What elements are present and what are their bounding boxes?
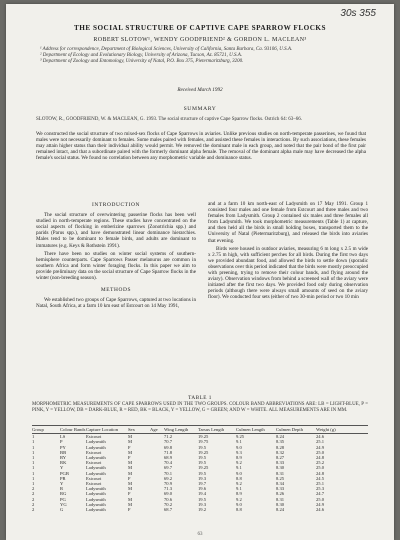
table-cell: 25.1 [316,481,325,487]
table-cell: 2 [32,501,35,507]
table-cell: M [128,481,133,487]
table-cell: 70.7 [164,439,173,445]
table-cell: Estcourt [86,434,102,440]
right-column [208,201,368,303]
table-cell: 8.27 [276,455,285,461]
table-cell: 69.0 [164,491,173,497]
table-cell: 24.5 [316,475,325,481]
table-cell: 70.4 [164,460,173,466]
table-cell: M [128,460,133,466]
table-cell: 24.6 [316,434,325,440]
table-cell: 8.24 [276,507,285,513]
table-cell: 19.5 [198,460,207,466]
table-cell: F [128,455,131,461]
affiliations [40,47,362,66]
affiliation-2: ² Department of Ecology and Evolutionary Biology, University of Arizona, Tucson, Az. 85721, U.S.A. [40,53,242,59]
table-cell: RY [60,455,67,461]
introduction-heading: INTRODUCTION [92,202,140,208]
table-cell: 2 [32,507,35,513]
table-cell: 24.8 [316,470,325,476]
table-cell: Estcourt [86,460,102,466]
table-cell: 24.6 [316,507,325,513]
table-header-cell: Capture Location [86,427,119,432]
table-cell: 68.9 [164,455,173,461]
table-cell: F [128,491,131,497]
table-cell: 1 [32,465,35,471]
document-page [6,4,394,540]
table-cell: 9.0 [236,470,242,476]
table-cell: 19.5 [198,444,207,450]
table-cell: 25.0 [316,449,325,455]
table-cell: Ladysmith [86,486,106,492]
table-cell: 24.7 [316,491,325,497]
table-cell: Estcourt [86,481,102,487]
table-cell: PG [60,496,66,502]
table-cell: 1 [32,439,35,445]
table-header-row [32,426,368,433]
table-cell: 1 [32,444,35,450]
table-cell: 70.1 [164,470,173,476]
table-cell: 70.6 [164,496,173,502]
table-cell: 8.8 [236,475,242,481]
table-cell: 9.2 [236,496,242,502]
table-cell: PR [60,475,66,481]
table-header-cell: Culmen Depth [276,427,303,432]
table-cell: 9.1 [236,439,242,445]
table-cell: 8.30 [276,465,285,471]
table-cell: F [128,507,131,513]
table-cell: Y [60,481,64,487]
table-cell: Ladysmith [86,501,106,507]
table-cell: 19.75 [198,439,209,445]
table-cell: 1 [32,470,35,476]
table-cell: 25.1 [316,439,325,445]
received-date: Received March 1992 [177,87,223,93]
table-header-cell: Wing Length [164,427,189,432]
table-cell: M [128,486,133,492]
table-cell: M [128,439,133,445]
table-cell: 9.0 [236,501,242,507]
table-cell: Y [60,465,64,471]
table-cell: Ladysmith [86,491,106,497]
table-cell: 9.0 [236,444,242,450]
table-cell: M [128,496,133,502]
article-title: THE SOCIAL STRUCTURE OF CAPTIVE CAPE SPARROW FLOCKS [73,24,326,32]
table-cell: Ladysmith [86,455,106,461]
morphometric-table [32,425,368,512]
table-cell: M [128,465,133,471]
table-cell: 8.31 [276,470,285,476]
left-column [36,202,196,311]
table-body [32,434,368,512]
summary-heading: SUMMARY [183,106,217,112]
table-cell: 19.25 [198,465,209,471]
table-cell: 2 [32,496,35,502]
table-cell: 2 [32,491,35,497]
table-cell: 8.8 [236,507,242,513]
table-cell: M [128,501,133,507]
table-cell: PY [60,444,66,450]
table-cell: 19.25 [198,449,209,455]
table-cell: 19.5 [198,455,207,461]
table-cell: 1 [32,449,35,455]
table-cell: 8.28 [276,444,285,450]
table-header-cell: Colour Bands [60,427,86,432]
table-cell: P [60,439,63,445]
table-cell: 9.1 [236,465,242,471]
table-cell: 24.9 [316,444,325,450]
methods-paragraph-3: Birds were housed in outdoor aviaries, measuring 6 m long x 2.5 m wide x 2.75 m high, with sufficient perches for all birds. During the first two days we provided abundant food, and allowed the birds to settle down (sporadic observations over this period indicated that the birds were mostly preoccupied with preening, trying to remove their colour bands, and flying around the aviary). Observation windows from behind a screened wall of the aviary were initiated after the first two days. We provided food only during observation periods (although there were always small amounts of seed on the aviary floor). We conducted four sets (either of two 30-min period or two 10 min [208,245,368,301]
table-cell: Estcourt [86,449,102,455]
table-cell: 1 [32,481,35,487]
table-cell: 71.3 [164,486,173,492]
table-cell: 19.25 [198,434,209,440]
table-cell: 1 [32,434,35,440]
table-cell: 25.2 [316,460,325,466]
page-number: 63 [197,532,203,537]
table-header-cell: Group [32,427,44,432]
table-cell: 1 [32,455,35,461]
table-cell: 19.3 [198,475,207,481]
table-cell: Ladysmith [86,496,106,502]
table-cell: M [128,470,133,476]
table-cell: Estcourt [86,475,102,481]
summary-text: We constructed the social structure of two mixed-sex flocks of Cape Sparrows in aviaries. Unlike previous studies on north-temperate passerines, we found that males were not necessarily dominant to females. Some males paired with females, and assisted these females in interactions. By such associations, these females may attain higher status than their individual ability would permit. We removed the dominant male in each group, and noted that the pair bond of the first pair remained intact, and that a subordinate paired with the formerly dominant alpha female. The removal of the dominant alpha male may have decreased the alpha female's social status. We found no correlation between any morphometric variable and dominance status. [36,131,366,162]
table-cell: 8.33 [276,486,285,492]
table-cell: 8.25 [276,475,285,481]
table-cell: 70.9 [164,481,173,487]
affiliation-3: ³ Department of Zoology and Entomology, University of Natal, P.O. Box 375, Pietermaritzburg, 3200. [40,59,244,65]
table-cell: Ladysmith [86,439,106,445]
table-cell: 9.3 [236,449,242,455]
table-cell: 71.2 [164,434,173,440]
table-header-cell: Tarsus Length [198,427,225,432]
table-cell: 8.24 [276,434,285,440]
table-cell: 9.1 [236,486,242,492]
table-cell [150,507,164,512]
table-cell: BB [60,449,67,455]
table-caption: TABLE 1 [188,395,212,401]
table-cell: G [60,507,64,513]
table-cell: Ladysmith [86,444,106,450]
table-description: MORPHOMETRIC MEASUREMENTS OF CAPE SPARROWS USED IN THE TWO GROUPS. COLOUR BAND ABBREVIATIONS ARE: LB = LIGHT-BLUE, P = PINK, Y = YELLOW, DB = DARK-BLUE, R = RED, BK = BLACK, Y = YELLOW, G = GREEN; AND W = WHITE. ALL MEASUREMENTS ARE IN MM. [32,402,368,413]
table-cell: M [128,434,133,440]
table-cell: 8.26 [276,491,285,497]
table-cell: M [128,449,133,455]
table-cell: RG [60,491,67,497]
table-cell: 8.35 [276,439,285,445]
table-cell: PGB [60,470,69,476]
table-cell: 70.2 [164,501,173,507]
table-cell: Ladysmith [86,507,106,513]
intro-paragraph-2: There have been no studies on winter social systems of southern-hemisphere counterparts. Cape Sparrows Passer melanurus are common in southern Africa and form winter foraging flocks. In this paper we aim to provide preliminary data on the social structure of Cape Sparrow flocks in the winter (non-breeding season). [36,250,196,282]
table-cell: 69.2 [164,475,173,481]
table-cell: 9.25 [236,434,245,440]
methods-heading: METHODS [100,287,132,294]
table-cell: 25.0 [316,496,325,502]
table-cell: 69.7 [164,465,173,471]
table-cell: 9.2 [236,481,242,487]
citation: SLOTOW, R., GOODFRIEND, W. & MACLEAN, G. 1993. The social structure of captive Cape Sparrow flocks. Ostrich 64: 63–66. [36,117,302,122]
table-cell: 19.3 [198,501,207,507]
table-cell: 8.34 [276,481,285,487]
table-header-cell: Culmen Length [236,427,265,432]
table-cell: LS [60,434,66,440]
table-cell: F [128,475,131,481]
table-cell: Ladysmith [86,470,106,476]
table-row [32,507,368,512]
table-cell: 19.5 [198,496,207,502]
table-cell: 19.5 [198,470,207,476]
table-cell: 1 [32,460,35,466]
table-header-cell: Age [150,427,158,432]
methods-paragraph-1: We established two groups of Cape Sparrows, captured at two locations in Natal, South Africa, at a farm 10 km east of Estcourt on 14 May 1991, [36,297,196,310]
table-cell: 25.3 [316,486,325,492]
table-cell: R [60,486,64,492]
table-cell: 19.4 [198,491,207,497]
table-cell: 8.31 [276,496,285,502]
author-list: ROBERT SLOTOW¹, WENDY GOODFRIEND² & GORDON L. MACLEAN³ [93,37,307,43]
table-cell: 8.30 [276,501,285,507]
table-cell: 24.8 [316,455,325,461]
table-cell: 19.6 [198,486,207,492]
methods-paragraph-2: and at a farm 10 km north-east of Ladysmith on 17 May 1991. Group 1 consisted four males and one female from Estcourt and three males and two females from Ladysmith. Group 2 contained six males and three females all from Ladysmith. We took morphometric measurements (Table 1) at capture, and then held all the birds in small holding boxes, transported them to the University of Natal (Pietermaritzburg), and released the birds into aviaries that evening. [208,201,368,244]
table-cell: 68.7 [164,507,173,513]
table-cell: 69.8 [164,444,173,450]
intro-paragraph-1: The social structure of overwintering passerine flocks has been well studied in north-temperate regions. These studies have concentrated on the social aspects of flocking in emberizine sparrows (Zonotrichia spp.) and parids (Parus spp.), and have demonstrated linear dominance hierarchies. Males tend to be dominant to female birds, and adults are dominant to immatures (e.g. Keys & Rothstein 1991). [36,212,196,249]
table-cell: 8.32 [276,449,285,455]
table-cell: 19.7 [198,481,207,487]
table-cell: 19.2 [198,507,207,513]
table-header-cell: Sex [128,427,135,432]
table-cell: 1 [32,475,35,481]
table-cell: Ladysmith [86,465,106,471]
table-cell: 2 [32,486,35,492]
handwritten-stamp: 30s 355 [340,8,376,19]
table-cell: 8.9 [236,455,242,461]
table-cell: 25.0 [316,465,325,471]
table-cell: 8.9 [236,491,242,497]
table-cell: 71.8 [164,449,173,455]
table-cell: 8.33 [276,460,285,466]
table-cell: F [128,444,131,450]
table-cell: 9.2 [236,460,242,466]
table-cell: RK [60,460,67,466]
table-cell: 24.9 [316,501,325,507]
affiliation-1: ¹ Address for correspondence, Department of Biological Sciences, University of California, Santa Barbara, Ca. 93106, U.S.A. [40,47,293,52]
table-cell: YG [60,501,67,507]
table-header-cell: Weight (g) [316,427,336,432]
